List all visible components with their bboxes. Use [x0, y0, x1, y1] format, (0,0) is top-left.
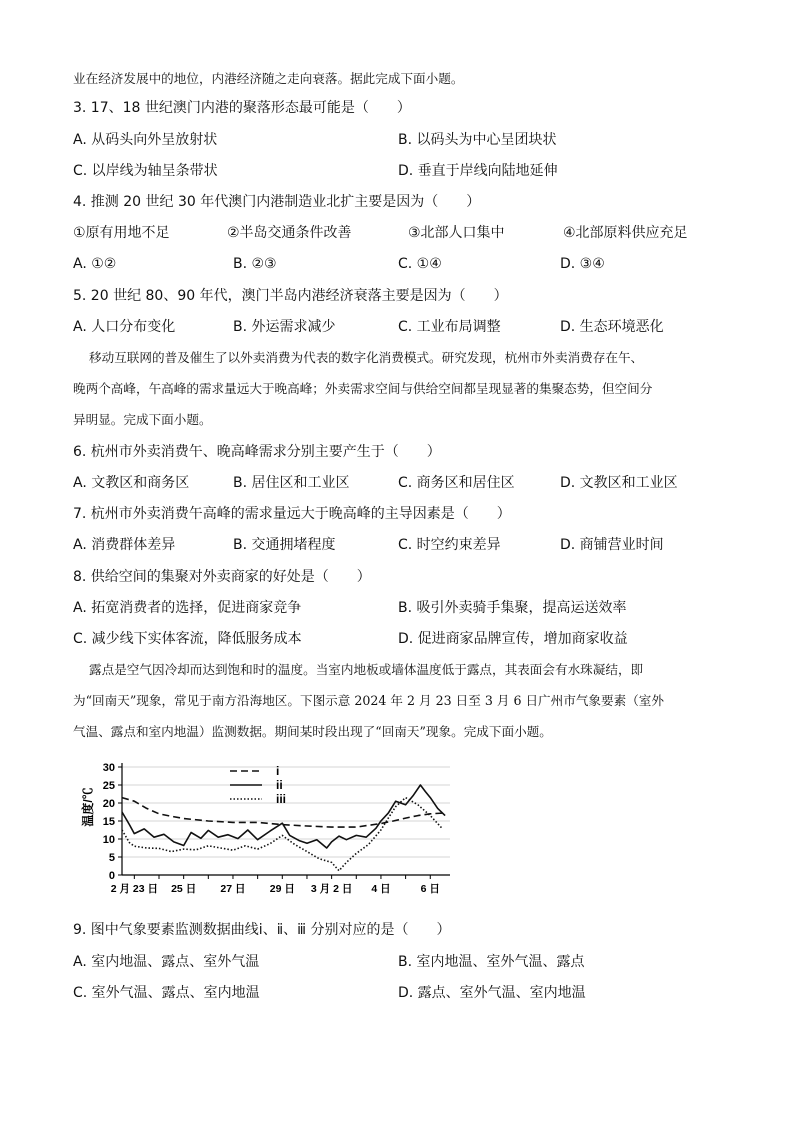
q8-option-a[interactable]: A. 拓宽消费者的选择，促进商家竞争: [73, 600, 302, 616]
q4-item-1: ①原有用地不足: [73, 225, 170, 241]
y-tick-label: 15: [102, 816, 115, 828]
q9-option-d[interactable]: D. 露点、室外气温、室内地温: [398, 985, 586, 1001]
legend-label-ii: ii: [276, 778, 283, 792]
question-7-stem: 7. 杭州市外卖消费午高峰的需求量远大于晚高峰的主导因素是（ ）: [73, 506, 511, 522]
q7-option-b[interactable]: B. 交通拥堵程度: [233, 537, 336, 553]
passage-line: 为“回南天”现象，常见于南方沿海地区。下图示意 2024 年 2 月 23 日至 3 月 6 日广州市气象要素（室外: [73, 693, 664, 708]
passage-line: 晚两个高峰，午高峰的需求量远大于晚高峰；外卖需求空间与供给空间都呈现显著的集聚态势，但空间分: [73, 381, 653, 396]
x-tick-label: 4 日: [371, 883, 391, 895]
passage-waimai: [73, 342, 723, 435]
q4-item-2: ②半岛交通条件改善: [227, 225, 352, 241]
q5-option-a[interactable]: A. 人口分布变化: [73, 319, 176, 335]
passage-huinantian: [73, 654, 723, 747]
q7-option-a[interactable]: A. 消费群体差异: [73, 537, 176, 553]
y-tick-label: 20: [102, 798, 115, 810]
legend-label-i: i: [276, 764, 280, 778]
question-4-stem: 4. 推测 20 世纪 30 年代澳门内港制造业北扩主要是因为（ ）: [73, 194, 481, 210]
y-tick-label: 10: [102, 834, 115, 846]
y-axis-label: 温度/℃: [81, 787, 95, 827]
y-tick-label: 25: [102, 780, 115, 792]
x-tick-label: 3 月 2 日: [310, 883, 353, 895]
series-line-iii: [122, 798, 443, 871]
q8-option-c[interactable]: C. 减少线下实体客流，降低服务成本: [73, 631, 302, 647]
passage-line: 气温、露点和室内地温）监测数据。期间某时段出现了“回南天”现象。完成下面小题。: [73, 724, 552, 739]
passage-line: 露点是空气因冷却而达到饱和时的温度。当室内地板或墙体温度低于露点，其表面会有水珠凝结，即: [89, 662, 644, 677]
passage-line: 移动互联网的普及催生了以外卖消费为代表的数字化消费模式。研究发现，杭州市外卖消费存在午、: [89, 350, 644, 365]
question-5-stem: 5. 20 世纪 80、90 年代，澳门半岛内港经济衰落主要是因为（ ）: [73, 288, 508, 304]
q4-item-3: ③北部人口集中: [408, 225, 505, 241]
x-tick-label: 6 日: [420, 883, 440, 895]
q9-option-a[interactable]: A. 室内地温、露点、室外气温: [73, 954, 260, 970]
q4-option-c[interactable]: C. ①④: [398, 256, 442, 272]
passage-line: 业在经济发展中的地位，内港经济随之走向衰落。据此完成下面小题。: [73, 71, 464, 86]
question-3-stem: 3. 17、18 世纪澳门内港的聚落形态最可能是（ ）: [73, 100, 411, 116]
q4-option-d[interactable]: D. ③④: [560, 256, 605, 272]
q4-option-a[interactable]: A. ①②: [73, 256, 117, 272]
q8-option-b[interactable]: B. 吸引外卖骑手集聚，提高运送效率: [398, 600, 627, 616]
q5-option-d[interactable]: D. 生态环境恶化: [560, 319, 664, 335]
passage-line: 异明显。完成下面小题。: [73, 412, 212, 427]
q3-option-c[interactable]: C. 以岸线为轴呈条带状: [73, 163, 218, 179]
q3-option-b[interactable]: B. 以码头为中心呈团块状: [398, 132, 557, 148]
q8-option-d[interactable]: D. 促进商家品牌宣传，增加商家收益: [398, 631, 628, 647]
q3-option-d[interactable]: D. 垂直于岸线向陆地延伸: [398, 163, 558, 179]
q4-item-4: ④北部原料供应充足: [563, 225, 688, 241]
y-tick-label: 30: [102, 762, 115, 774]
y-tick-label: 5: [108, 852, 115, 864]
y-tick-label: 0: [108, 870, 115, 882]
q6-option-a[interactable]: A. 文教区和商务区: [73, 475, 190, 491]
q3-option-a[interactable]: A. 从码头向外呈放射状: [73, 132, 218, 148]
q6-option-d[interactable]: D. 文教区和工业区: [560, 475, 678, 491]
chart-legend: [230, 764, 286, 806]
x-tick-label: 25 日: [171, 883, 197, 895]
q4-option-b[interactable]: B. ②③: [233, 256, 277, 272]
q5-option-c[interactable]: C. 工业布局调整: [398, 319, 501, 335]
intro-passage-tail: [73, 63, 723, 94]
q7-option-d[interactable]: D. 商铺营业时间: [560, 537, 664, 553]
weather-line-chart: [80, 755, 460, 905]
x-tick-label: 2 月 23 日: [110, 883, 158, 895]
question-9-stem: 9. 图中气象要素监测数据曲线ⅰ、ⅱ、ⅲ 分别对应的是（ ）: [73, 922, 451, 938]
q9-option-b[interactable]: B. 室内地温、室外气温、露点: [398, 954, 585, 970]
q5-option-b[interactable]: B. 外运需求减少: [233, 319, 336, 335]
q7-option-c[interactable]: C. 时空约束差异: [398, 537, 501, 553]
q6-option-b[interactable]: B. 居住区和工业区: [233, 475, 350, 491]
x-tick-label: 29 日: [269, 883, 295, 895]
question-6-stem: 6. 杭州市外卖消费午、晚高峰需求分别主要产生于（ ）: [73, 444, 441, 460]
q9-option-c[interactable]: C. 室外气温、露点、室内地温: [73, 985, 260, 1001]
question-8-stem: 8. 供给空间的集聚对外卖商家的好处是（ ）: [73, 569, 371, 585]
q6-option-c[interactable]: C. 商务区和居住区: [398, 475, 515, 491]
x-tick-label: 27 日: [220, 883, 246, 895]
legend-label-iii: iii: [276, 792, 287, 806]
chart-grid: [122, 767, 450, 875]
